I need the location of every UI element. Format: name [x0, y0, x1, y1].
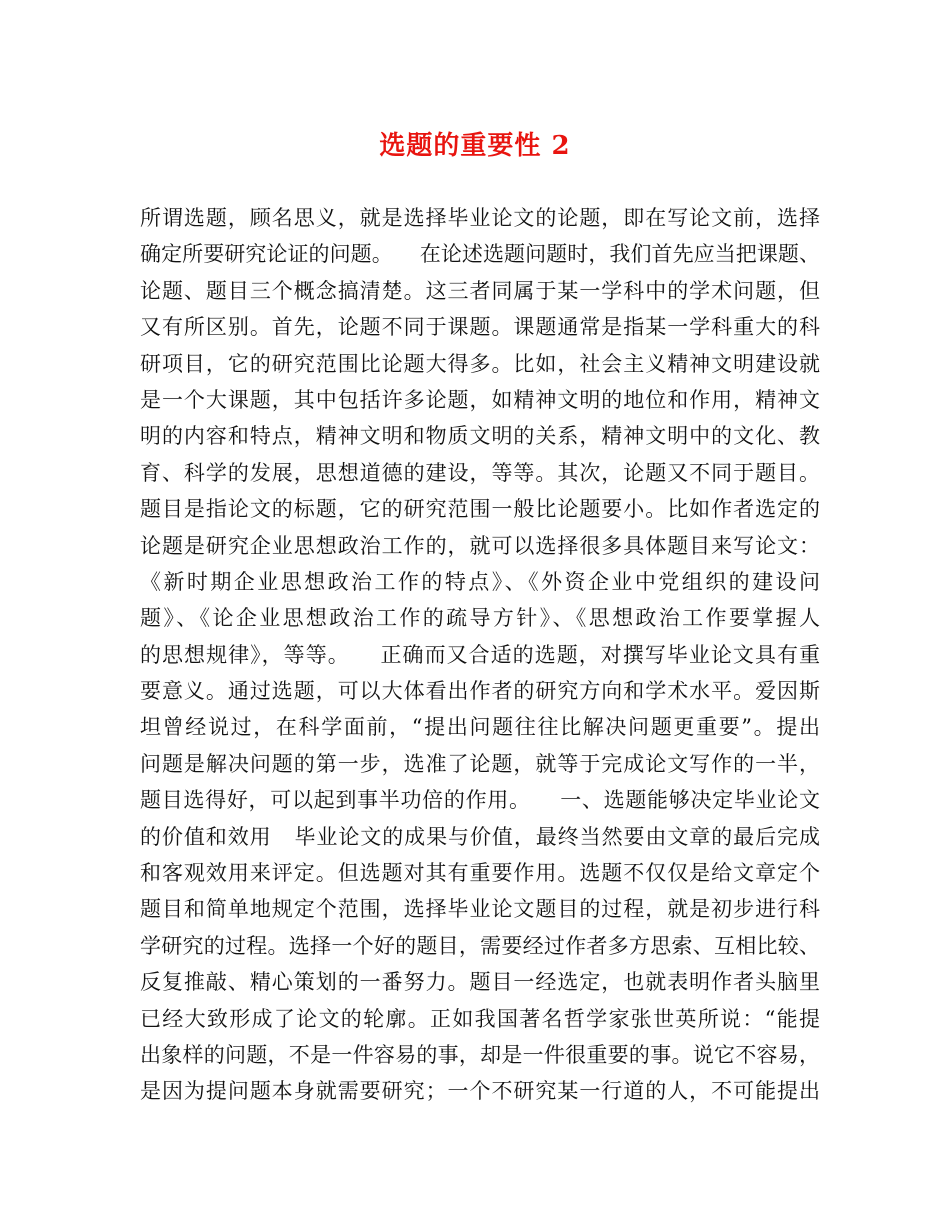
body-line: 已经大致形成了论文的轮廓。正如我国著名哲学家张世英所说：“能提: [140, 1006, 820, 1031]
body-line: 坦曾经说过，在科学面前，“提出问题往往比解决问题更重要”。提出: [140, 715, 820, 740]
body-line: 和客观效用来评定。但选题对其有重要作用。选题不仅仅是给文章定个: [140, 861, 820, 886]
body-line: 要意义。通过选题，可以大体看出作者的研究方向和学术水平。爱因斯: [140, 679, 820, 704]
body-line: 论题、题目三个概念搞清楚。这三者同属于某一学科中的学术问题，但: [140, 278, 820, 303]
body-line: 论题是研究企业思想政治工作的，就可以选择很多具体题目来写论文：: [140, 533, 820, 558]
body-line: 所谓选题，顾名思义，就是选择毕业论文的论题，即在写论文前，选择: [140, 206, 820, 230]
body-line: 《新时期企业思想政治工作的特点》、《外资企业中党组织的建设问: [140, 569, 820, 594]
body-line: 题目是指论文的标题，它的研究范围一般比论题要小。比如作者选定的: [140, 497, 820, 522]
body-line: 问题是解决问题的第一步，选准了论题，就等于完成论文写作的一半，: [140, 751, 820, 776]
body-line: 题目选得好，可以起到事半功倍的作用。 一、选题能够决定毕业论文: [140, 788, 820, 813]
body-line: 是因为提问题本身就需要研究；一个不研究某一行道的人，不可能提出: [140, 1079, 820, 1104]
body-line: 育、科学的发展，思想道德的建设，等等。其次，论题又不同于题目。: [140, 460, 820, 485]
body-line: 明的内容和特点，精神文明和物质文明的关系，精神文明中的文化、教: [140, 424, 820, 449]
body-line: 研项目，它的研究范围比论题大得多。比如，社会主义精神文明建设就: [140, 351, 820, 376]
body-line: 题目和简单地规定个范围，选择毕业论文题目的过程，就是初步进行科: [140, 897, 820, 922]
body-line: 题》、《论企业思想政治工作的疏导方针》、《思想政治工作要掌握人: [140, 606, 820, 631]
body-line: 确定所要研究论证的问题。 在论述选题问题时，我们首先应当把课题、: [140, 242, 820, 267]
body-line: 反复推敲、精心策划的一番努力。题目一经选定，也就表明作者头脑里: [140, 970, 820, 995]
body-line: 学研究的过程。选择一个好的题目，需要经过作者多方思索、互相比较、: [140, 933, 820, 958]
document-title: 选题的重要性 2: [379, 131, 571, 161]
document-body: [140, 200, 820, 1110]
body-line: 出象样的问题，不是一件容易的事，却是一件很重要的事。说它不容易，: [140, 1042, 820, 1067]
body-line: 是一个大课题，其中包括许多论题，如精神文明的地位和作用，精神文: [140, 387, 820, 412]
body-line: 的价值和效用 毕业论文的成果与价值，最终当然要由文章的最后完成: [140, 824, 820, 849]
body-line: 又有所区别。首先，论题不同于课题。课题通常是指某一学科重大的科: [140, 315, 820, 340]
body-line: 的思想规律》，等等。 正确而又合适的选题，对撰写毕业论文具有重: [140, 642, 820, 667]
